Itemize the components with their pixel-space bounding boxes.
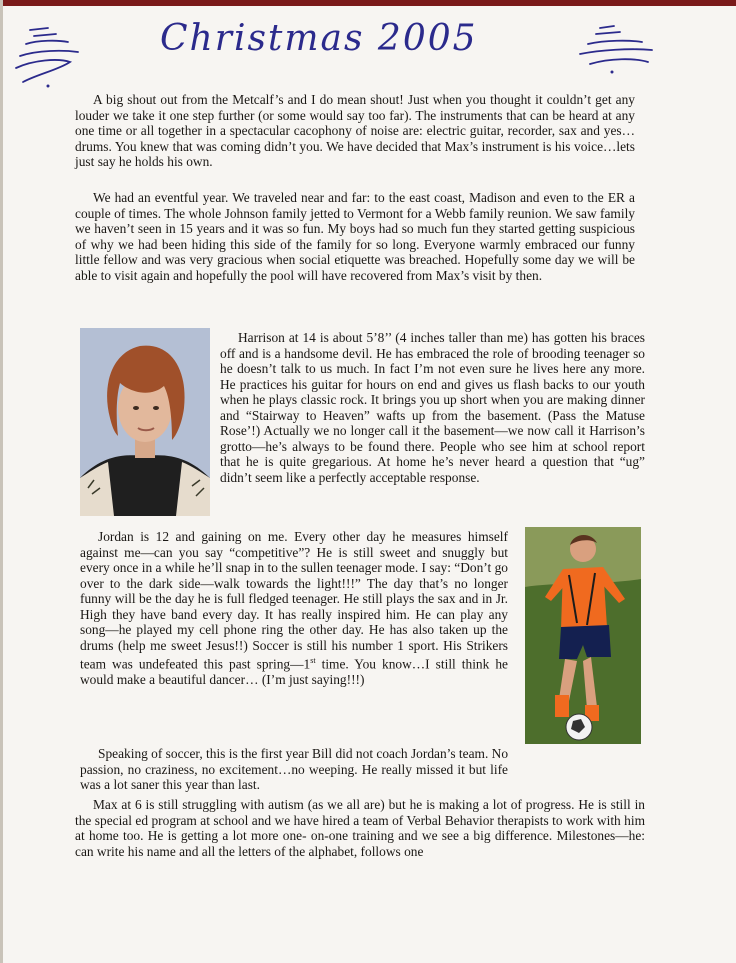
max-paragraph: Max at 6 is still struggling with autism (as we all are) but he is making a lot of progress. He is still in the special ed program at school and we have hired a team of Verbal Behavior therapists to work with him at home too. He is getting a lot more one- on-one training and we see a big difference. Milestones—he: can write his name and all the letters of the alphabet, follows one — [75, 797, 645, 859]
page-title: Christmas 2005 — [160, 18, 478, 59]
page-top-edge — [0, 0, 736, 6]
right-tree-doodle — [570, 22, 660, 82]
jordan-paragraph — [80, 529, 508, 687]
page-left-edge — [0, 0, 3, 963]
harrison-photo — [80, 328, 210, 516]
jordan-superscript: st — [310, 656, 316, 665]
left-tree-doodle — [8, 22, 88, 92]
harrison-paragraph: Harrison at 14 is about 5’8’’ (4 inches taller than me) has gotten his braces off and is a handsome devil. He has embraced the role of brooding teenager so he doesn’t talk to us much. In fact I’m not even sure he lives here any more. He practices his guitar for hours on end and gives us flash backs to our youth when he plays classic rock. It brings you up short when you are making dinner and “Stairway to Heaven” wafts up from the basement. (Pass the Matuse Rose’!) Actually we no longer call it the basement—we now call it Harrison’s grotto—he’s always to be found there. People who see him at school report that he is quite gregarious. At home he’s never heard a question that “ug” didn’t seem like a perfectly acceptable response. — [220, 330, 645, 485]
jordan-soccer-photo — [525, 527, 641, 744]
jordan-paragraph-text: Jordan is 12 and gaining on me. Every other day he measures himself against me—can you say “competitive”? He is still sweet and snuggly but every once in a while he’ll snap in to the sullen teenager mode. I say: “Don’t go over to the dark side—walk towards the light!!!” The day that’s no longer funny will be the day he is full fledged teenager. He still plays the sax and in Jr. High they have band every day. It has really inspired him. He can play any song—he played my cell phone ring the other day. He has also taken up the drums (help me sweet Jesus!!) Soccer is still his number 1 sport. His Strikers team was undefeated this past spring—1 — [80, 529, 508, 672]
travel-paragraph: We had an eventful year. We traveled near and far: to the east coast, Madison and even to the ER a couple of times. The whole Johnson family jetted to Vermont for a Webb family reunion. We saw family we haven’t seen in 15 years and it was so fun. My boys had so much fun they started getting suspicious of why we had been hiding this side of the family for so long. Everyone warmly embraced our funny little fellow and was very gracious when social etiquette was breached. Hopefully some day we will be able to visit again and hopefully the pool will have recovered from Max’s visit by then. — [75, 190, 635, 283]
soccer-paragraph: Speaking of soccer, this is the first year Bill did not coach Jordan’s team. No passion, no craziness, no excitement…no weeping. He really missed it but life was a lot saner this year than last. — [80, 746, 509, 792]
intro-paragraph: A big shout out from the Metcalf’s and I do mean shout! Just when you thought it couldn’t get any louder we take it one step further (or some would say too far). The instruments that can be heard at any one time or all together in a spectacular cacophony of noise are: electric guitar, recorder, sax and yes…drums. You knew that was coming didn’t you. We have decided that Max’s instrument is his voice…lets just say he holds his own. — [75, 92, 635, 169]
jordan-paragraph-end: time. You know…I still think he would make a beautiful dancer… (I’m just saying!!!) — [80, 656, 508, 687]
